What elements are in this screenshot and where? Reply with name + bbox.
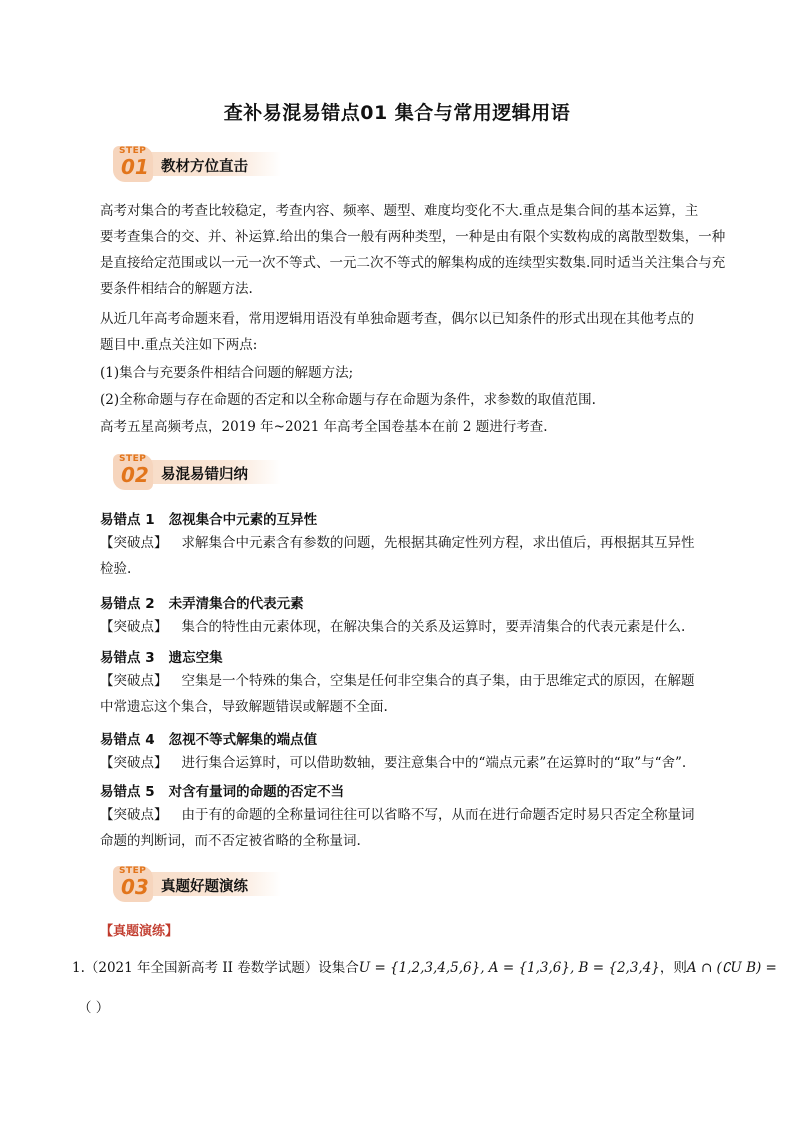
step-01-header (103, 146, 283, 186)
step-02-header (103, 454, 283, 494)
error-1-tip (100, 530, 724, 582)
error-1-title (100, 508, 317, 528)
step-badge (113, 454, 153, 490)
step-number: 01 (121, 155, 149, 179)
text-line: 从近几年高考命题来看，常用逻辑用语没有单独命题考查，偶尔以已知条件的形式出现在其他考点的 (100, 311, 694, 327)
step-heading: 易混易错归纳 (161, 467, 248, 483)
step-badge (113, 866, 153, 902)
error-number: 易错点 5 (100, 784, 155, 800)
error-4-title (100, 728, 317, 748)
text-line: (2)全称命题与存在命题的否定和以全称命题与存在命题为条件，求参数的取值范围. (100, 392, 596, 408)
step-badge (113, 146, 153, 182)
text-line: 题目中.重点关注如下两点: (100, 337, 258, 353)
text-line: 高考对集合的考查比较稳定，考查内容、频率、题型、难度均变化不大.重点是集合间的基本运算，主 (100, 203, 699, 219)
step-label: STEP (119, 454, 147, 464)
step-number: 02 (121, 463, 149, 487)
tip-tag: 【突破点】 (100, 673, 168, 689)
error-title-text: 忽视集合中元素的互异性 (168, 512, 318, 528)
tip-text: 由于有的命题的全称量词往往可以省略不写，从而在进行命题否定时易只否定全称量词 (181, 807, 695, 823)
answer-blank: （ ） (78, 1000, 110, 1016)
error-title-text: 遗忘空集 (168, 650, 223, 666)
text-line: 要考查集合的交、并、补运算.给出的集合一般有两种类型，一种是由有限个实数构成的离散型数集，一种 (100, 229, 726, 245)
error-number: 易错点 4 (100, 732, 155, 748)
intro-paragraph-5 (100, 414, 720, 440)
intro-point-2 (100, 387, 720, 413)
error-3-tip (100, 668, 724, 720)
text-line: 要条件相结合的解题方法. (100, 281, 253, 297)
error-2-title (100, 592, 304, 612)
step-heading: 真题好题演练 (161, 879, 248, 895)
tip-tag: 【突破点】 (100, 807, 168, 823)
step-03-header (103, 866, 283, 906)
tip-tag: 【突破点】 (100, 755, 168, 771)
error-2-tip (100, 614, 724, 640)
step-label: STEP (119, 866, 147, 876)
question-suffix: ，则 (659, 960, 687, 976)
error-number: 易错点 2 (100, 596, 155, 612)
intro-point-1 (100, 360, 720, 386)
tip-text: 空集是一个特殊的集合，空集是任何非空集合的真子集，由于思维定式的原因，在解题 (181, 673, 695, 689)
question-prefix: 1.（2021 年全国新高考 II 卷数学试题）设集合 (72, 960, 359, 976)
error-number: 易错点 1 (100, 512, 155, 528)
text-line: (1)集合与充要条件相结合问题的解题方法; (100, 365, 354, 381)
error-3-title (100, 646, 223, 666)
tip-text: 集合的特性由元素体现，在解决集合的关系及运算时，要弄清集合的代表元素是什么. (181, 619, 686, 635)
error-5-title (100, 780, 344, 800)
intro-paragraph-1 (100, 198, 726, 302)
question-expression: A ∩ (∁U B) = (686, 960, 777, 976)
question-1 (72, 956, 777, 976)
error-title-text: 未弄清集合的代表元素 (168, 596, 304, 612)
question-sets: U = {1,2,3,4,5,6}, A = {1,3,6}, B = {2,3,4} (358, 960, 660, 976)
text-line: 是直接给定范围或以一元一次不等式、一元二次不等式的解集构成的连续型实数集.同时适当关注集合与充 (100, 255, 726, 271)
tip-text: 中常遗忘这个集合，导致解题错误或解题不全面. (100, 699, 388, 715)
error-title-text: 对含有量词的命题的否定不当 (168, 784, 345, 800)
error-4-tip (100, 750, 724, 776)
error-5-tip (100, 802, 724, 854)
step-number: 03 (121, 875, 149, 899)
tip-text: 检验. (100, 561, 132, 577)
page-title: 查补易混易错点01 集合与常用逻辑用语 (223, 102, 571, 124)
tip-text: 进行集合运算时，可以借助数轴，要注意集合中的“端点元素”在运算时的“取”与“舍”. (181, 755, 687, 771)
step-heading: 教材方位直击 (161, 159, 248, 175)
tip-text: 命题的判断词，而不否定被省略的全称量词. (100, 833, 361, 849)
tip-text: 求解集合中元素含有参数的问题，先根据其确定性列方程，求出值后，再根据其互异性 (181, 535, 695, 551)
step-label: STEP (119, 146, 147, 156)
error-number: 易错点 3 (100, 650, 155, 666)
text-line: 高考五星高频考点，2019 年~2021 年高考全国卷基本在前 2 题进行考查. (100, 419, 548, 435)
real-exam-label: 【真题演练】 (100, 924, 179, 939)
error-title-text: 忽视不等式解集的端点值 (168, 732, 318, 748)
tip-tag: 【突破点】 (100, 619, 168, 635)
intro-paragraph-2 (100, 306, 720, 358)
tip-tag: 【突破点】 (100, 535, 168, 551)
